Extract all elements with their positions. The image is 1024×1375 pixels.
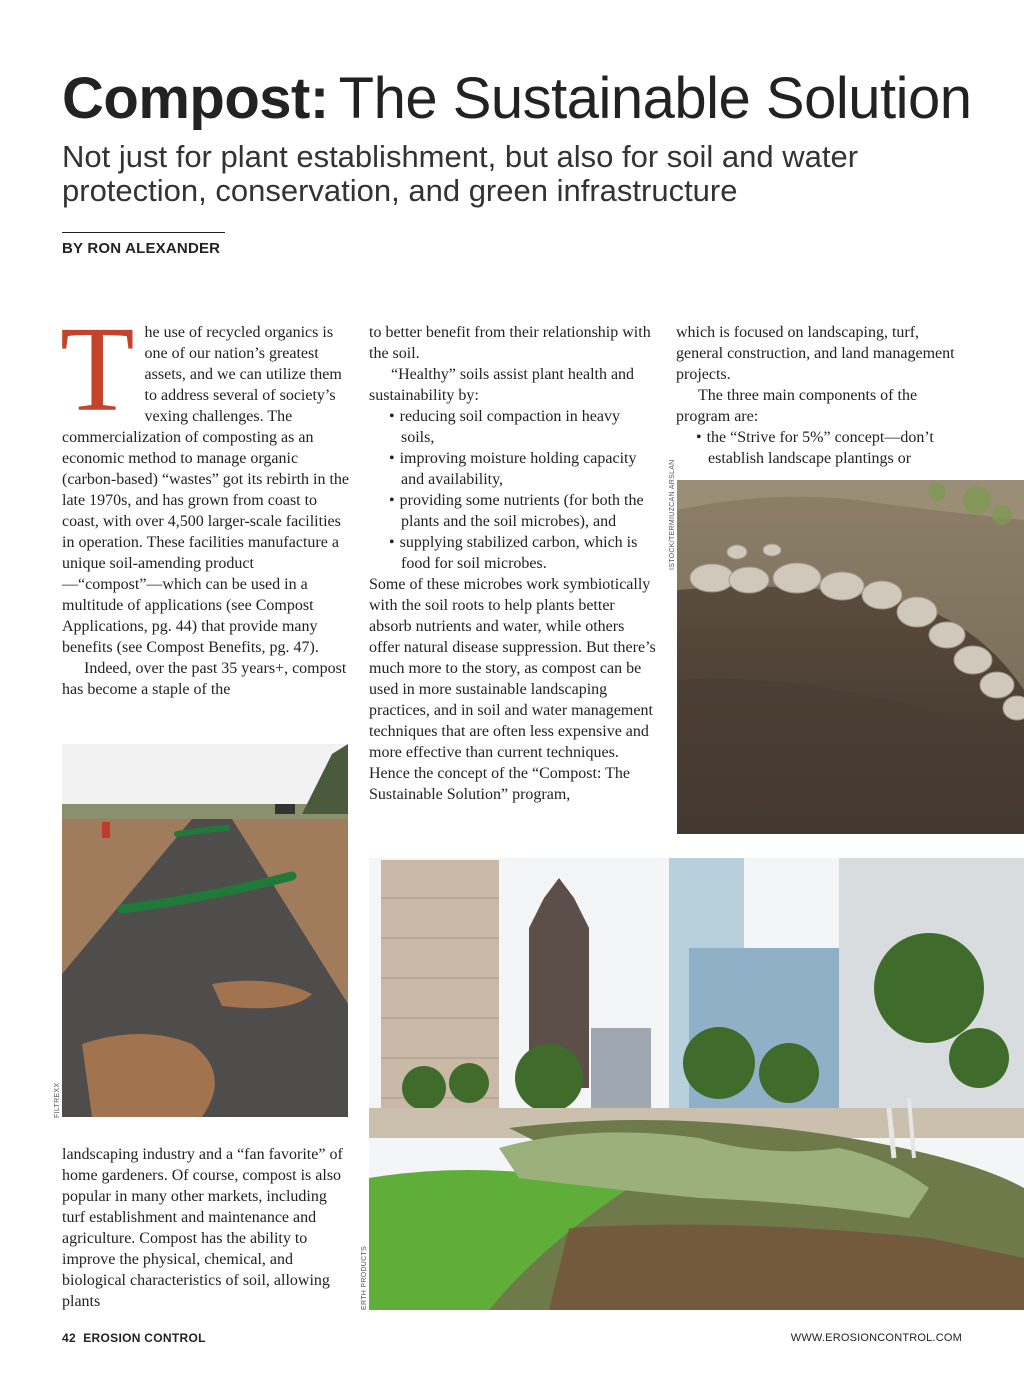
column-2 <box>369 322 657 805</box>
column-1-bottom <box>62 1144 350 1312</box>
col2-bullet-list <box>369 406 657 574</box>
drop-cap: T <box>60 302 135 437</box>
list-item: • providing some nutrients (for both the plants and the soil microbes), and <box>369 490 657 532</box>
col2-paragraph-3: Some of these microbes work symbiotically with the soil roots to help plants better absorb nutrients and water, while others offer natural disease suppression. But there’s much more to the story, as compost can be used in more sustainable landscaping practices, and in soil and water management techniques that are often less expensive and more effective than current techniques. Hence the concept of the “Compost: The Sustainable Solution” program, <box>369 576 656 803</box>
title-light: The Sustainable Solution <box>338 66 972 131</box>
list-item: • the “Strive for 5%” concept—don’t establish landscape plantings or <box>676 427 966 469</box>
page-number: 42 <box>62 1331 76 1345</box>
byline: BY RON ALEXANDER <box>62 240 221 257</box>
list-item: • improving moisture holding capacity and availability, <box>369 448 657 490</box>
road-photo-credit: FILTREXX <box>54 1082 61 1118</box>
col2-paragraph-2: “Healthy” soils assist plant health and sustainability by: <box>369 366 635 404</box>
soil-stones-illustration <box>677 480 1024 834</box>
soil-stones-photo <box>677 480 1024 834</box>
website-url: WWW.EROSIONCONTROL.COM <box>790 1332 962 1344</box>
list-item: • reducing soil compaction in heavy soils, <box>369 406 657 448</box>
road-sediment-photo <box>62 744 348 1117</box>
col3-paragraph-2: The three main components of the program are: <box>676 387 918 425</box>
green-roof-photo <box>369 858 1024 1310</box>
title-bold: Compost: <box>62 66 329 131</box>
article-subtitle: Not just for plant establishment, but also for soil and water protection, conservation, and green infrastructure <box>62 139 859 208</box>
road-sediment-illustration <box>62 744 348 1117</box>
byline-rule <box>62 232 225 233</box>
roof-photo-credit: ERTH PRODUCTS <box>361 1245 368 1310</box>
soil-photo-credit: ISTOCK/TERMIUZCAN ARSLAN <box>669 459 676 570</box>
column-1-top <box>60 302 350 700</box>
column-3 <box>676 322 966 469</box>
col2-paragraph-1: to better benefit from their relationship with the soil. <box>369 324 651 362</box>
col3-bullet-list <box>676 427 966 469</box>
page-footer-left <box>62 1331 206 1345</box>
list-item: • supplying stabilized carbon, which is food for soil microbes. <box>369 532 657 574</box>
green-roof-illustration <box>369 858 1024 1310</box>
col3-paragraph-1: which is focused on landscaping, turf, general construction, and land management projects. <box>676 324 955 383</box>
col1-paragraph-1: he use of recycled organics is one of our nation’s greatest assets, and we can utilize them to address several of society’s vexing challenges. The commercialization of composting as an economic method to manage organic (carbon-based) “wastes” got its rebirth in the late 1970s, and has grown from coast to coast, with over 4,500 larger-scale facilities in operation. These facilities manufacture a unique soil-amending product —“compost”—which can be used in a multitude of applications (see Compost Applications, pg. 44) that provide many benefits (see Compost Benefits, pg. 47). <box>62 324 350 656</box>
col1-paragraph-2: Indeed, over the past 35 years+, compost has become a staple of the <box>62 660 347 698</box>
article-title <box>62 64 982 134</box>
magazine-name: EROSION CONTROL <box>83 1331 206 1345</box>
col1-paragraph-3: landscaping industry and a “fan favorite” of home gardeners. Of course, compost is also popular in many other markets, including turf establishment and maintenance and agriculture. Compost has the ability to improve the physical, chemical, and biological characteristics of soil, allowing plants <box>62 1146 343 1310</box>
